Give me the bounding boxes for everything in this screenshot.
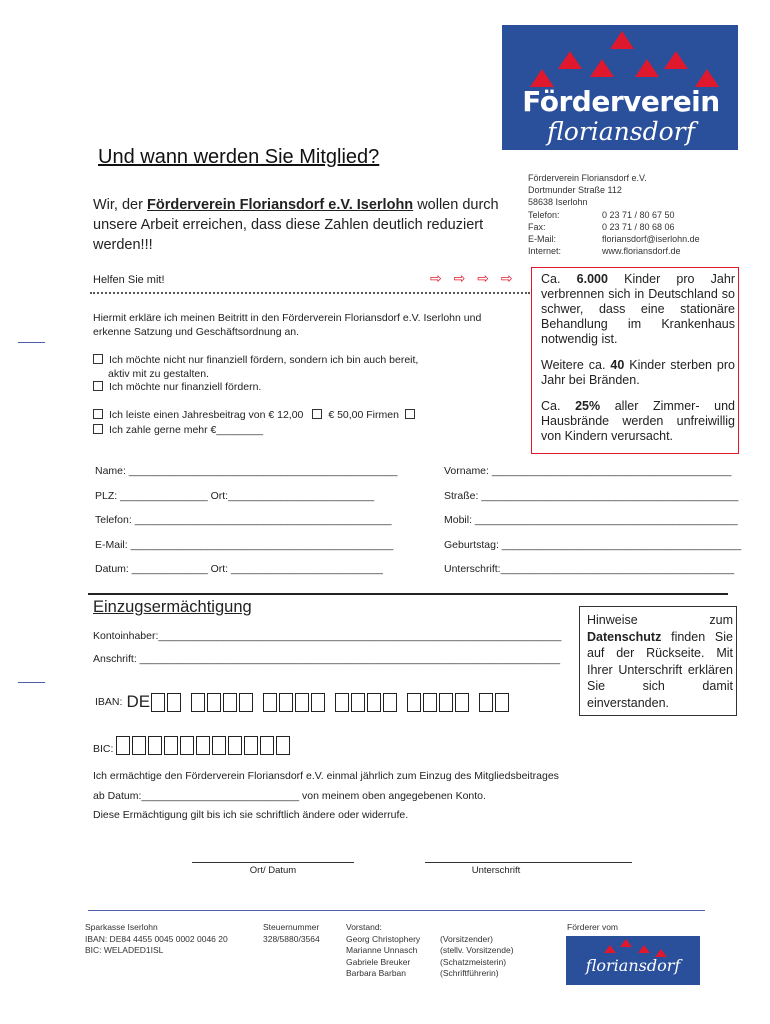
direct-debit-title: Einzugsermächtigung: [93, 598, 252, 616]
contact-key: E-Mail:: [528, 234, 557, 245]
contact-website[interactable]: www.floriansdorf.de: [602, 246, 681, 257]
bic-label: BIC:: [93, 743, 114, 755]
tax-label: Steuernummer: [263, 922, 320, 932]
contact-key: Internet:: [528, 246, 562, 257]
authorization-text: [93, 767, 559, 826]
facts-text: [541, 272, 735, 455]
board-title: Vorstand:: [346, 922, 382, 932]
digit-box[interactable]: [423, 693, 437, 712]
signature-label: Unterschrift: [471, 865, 521, 876]
logo-subtitle: floriansdorf: [547, 117, 695, 146]
iban-group: [335, 693, 399, 712]
digit-box[interactable]: [335, 693, 349, 712]
place-date-label: Ort/ Datum: [249, 865, 297, 876]
footer-logo: [566, 936, 700, 985]
hint-bold: Datenschutz: [587, 629, 662, 644]
contact-row: [528, 221, 700, 233]
iban-prefix: DE: [126, 692, 151, 711]
iban-group: [191, 693, 255, 712]
membership-declaration: Hiermit erkläre ich meinen Beitritt in den Förderverein Floriansdorf e.V. Iserlohn und erkenne Satzung und Geschäftsordnung an.: [93, 312, 482, 338]
place-date-line[interactable]: [192, 862, 354, 863]
board-member: Gabriele Breuker: [346, 956, 411, 967]
checkbox-fee-firm-2[interactable]: [405, 409, 415, 419]
authorization-line-3: Diese Ermächtigung gilt bis ich sie schriftlich ändere oder widerrufe.: [93, 809, 409, 821]
contact-key: Fax:: [528, 221, 546, 232]
digit-box[interactable]: [148, 736, 162, 755]
digit-box[interactable]: [383, 693, 397, 712]
mobile-field[interactable]: Mobil: _____________________________________________: [444, 514, 738, 526]
digit-box[interactable]: [196, 736, 210, 755]
arrow-icons: ⇨ ⇨ ⇨ ⇨: [430, 270, 517, 286]
digit-box[interactable]: [191, 693, 205, 712]
name-field[interactable]: Name: ______________________________________________: [95, 465, 398, 477]
digit-box[interactable]: [263, 693, 277, 712]
board-member: Marianne Unnasch: [346, 945, 418, 955]
account-holder-field[interactable]: Kontoinhaber:_____________________________________________________________________: [93, 630, 562, 642]
fee-more-label: Ich zahle gerne mehr €________: [109, 424, 264, 436]
checkbox-financial-only[interactable]: [93, 381, 103, 391]
firstname-field[interactable]: Vorname: _________________________________________: [444, 465, 732, 477]
footer-roles: [440, 934, 514, 980]
authorization-line-2[interactable]: ab Datum:___________________________ von meinem oben angegebenen Konto.: [93, 789, 486, 802]
fact-post: aller Zimmer- und Hausbrände werden unfreiwillig von Kindern verursacht.: [541, 399, 735, 443]
digit-box[interactable]: [132, 736, 146, 755]
option-financial-label: Ich möchte nur finanziell fördern.: [109, 381, 262, 393]
iban-group: [479, 693, 511, 712]
footer-tax: [263, 922, 320, 945]
contact-phone: 0 23 71 / 80 67 50: [602, 209, 675, 220]
intro-prefix: Wir, der: [93, 197, 147, 213]
page-title: Und wann werden Sie Mitglied?: [98, 146, 380, 168]
bic-field[interactable]: [93, 736, 292, 755]
digit-box[interactable]: [279, 693, 293, 712]
foerderverein-logo: [502, 25, 738, 150]
contact-key: Telefon:: [528, 209, 560, 220]
contact-row: [528, 245, 700, 257]
contact-block: [528, 172, 700, 257]
iban-group: [151, 693, 183, 712]
bank-name: Sparkasse Iserlohn: [85, 922, 158, 932]
birthday-field[interactable]: Geburtstag: _________________________________________: [444, 538, 742, 551]
fee-label: Ich leiste einen Jahresbeitrag von € 12,00: [109, 409, 304, 421]
board-role: (Schriftführerin): [440, 968, 499, 978]
privacy-hint-text: [587, 612, 733, 711]
digit-box[interactable]: [180, 736, 194, 755]
digit-box[interactable]: [151, 693, 165, 712]
fold-mark: [18, 342, 45, 343]
digit-box[interactable]: [351, 693, 365, 712]
intro-suffix: wollen durch unsere Arbeit erreichen, dass diese Zahlen deutlich reduziert werden!!!: [93, 197, 499, 253]
fact-item: [541, 272, 735, 347]
fact-pre: Ca.: [541, 272, 577, 286]
zip-city-field[interactable]: PLZ: _______________ Ort:_________________________: [95, 489, 375, 502]
checkbox-active-support[interactable]: [93, 354, 103, 364]
bank-bic: BIC: WELADED1ISL: [85, 945, 164, 955]
help-label: Helfen Sie mit!: [93, 274, 165, 286]
bank-iban: IBAN: DE84 4455 0045 0002 0046 20: [85, 933, 228, 944]
form-row: [95, 563, 744, 588]
digit-box[interactable]: [295, 693, 309, 712]
email-field[interactable]: E-Mail: _____________________________________________: [95, 538, 394, 551]
form-row: [95, 539, 744, 564]
intro-org: Förderverein Floriansdorf e.V. Iserlohn: [146, 197, 414, 213]
digit-box[interactable]: [228, 736, 242, 755]
fact-pre: Weitere ca.: [541, 358, 611, 372]
board-member: Barbara Barban: [346, 968, 407, 978]
form-row: [95, 514, 744, 539]
hint-pre: Hinweise zum: [587, 613, 733, 627]
fact-post: Kinder sterben pro Jahr bei Bränden.: [541, 358, 735, 387]
fact-number: 40: [610, 358, 625, 372]
digit-box[interactable]: [167, 693, 181, 712]
checkbox-fee-12[interactable]: [93, 409, 103, 419]
iban-group: [407, 693, 471, 712]
digit-box[interactable]: [260, 736, 274, 755]
digit-box[interactable]: [367, 693, 381, 712]
form-row: [95, 490, 744, 515]
digit-box[interactable]: [116, 736, 130, 755]
option-active-label-cont: aktiv mit zu gestalten.: [108, 367, 209, 380]
contact-email[interactable]: floriansdorf@iserlohn.de: [602, 234, 700, 245]
footer-logo-text: floriansdorf: [585, 956, 681, 975]
street-field[interactable]: Straße: ____________________________________________: [444, 489, 739, 502]
iban-group: [263, 693, 327, 712]
intro-text: [93, 195, 503, 255]
contact-street: Dortmunder Straße 112: [528, 185, 622, 196]
fact-pre: Ca.: [541, 399, 576, 413]
digit-box[interactable]: [495, 693, 509, 712]
fee-firm-label: € 50,00 Firmen: [328, 409, 399, 421]
board-member: Georg Christophery: [346, 933, 421, 944]
contact-city: 58638 Iserlohn: [528, 197, 588, 208]
section-divider: [88, 593, 728, 595]
footer-divider: [88, 910, 705, 911]
option-active-label: Ich möchte nicht nur finanziell fördern, sondern ich bin auch bereit,: [109, 354, 419, 366]
form-row: [95, 465, 744, 490]
digit-box[interactable]: [223, 693, 237, 712]
logo-title: Förderverein: [522, 85, 720, 118]
digit-box[interactable]: [311, 693, 325, 712]
board-role: (Schatzmeisterin): [440, 956, 507, 967]
digit-box[interactable]: [207, 693, 221, 712]
checkbox-fee-firm[interactable]: [312, 409, 322, 419]
digit-box[interactable]: [455, 693, 469, 712]
contact-fax: 0 23 71 / 80 68 06: [602, 221, 675, 232]
digit-box[interactable]: [439, 693, 453, 712]
digit-box[interactable]: [244, 736, 258, 755]
phone-field[interactable]: Telefon: ____________________________________________: [95, 514, 392, 526]
digit-box[interactable]: [239, 693, 253, 712]
promoted-by-label: Förderer vom: [567, 922, 619, 932]
dotted-divider: [90, 292, 530, 294]
footer-board: [346, 922, 420, 980]
iban-field[interactable]: [95, 692, 519, 712]
address-field[interactable]: Anschrift: ________________________________________________________________________: [93, 653, 561, 665]
fact-number: 6.000: [576, 272, 608, 286]
membership-options: [93, 354, 418, 395]
hint-post: finden Sie auf der Rückseite. Mit Ihrer Unterschrift erklären Sie sich damit einverstanden.: [587, 629, 733, 710]
digit-box[interactable]: [479, 693, 493, 712]
date-place-field[interactable]: Datum: _____________ Ort: __________________________: [95, 563, 383, 575]
digit-box[interactable]: [212, 736, 226, 755]
board-role: (Vorsitzender): [440, 933, 493, 944]
digit-box[interactable]: [276, 736, 290, 755]
contact-name: Förderverein Floriansdorf e.V.: [528, 173, 647, 183]
footer-bank: [85, 922, 228, 957]
digit-box[interactable]: [407, 693, 421, 712]
board-role: (stellv. Vorsitzende): [440, 945, 514, 955]
fact-item: [541, 358, 735, 388]
fact-item: [541, 399, 735, 444]
iban-label: IBAN:: [95, 696, 123, 708]
contact-row: [528, 233, 700, 245]
signature-line[interactable]: [425, 862, 632, 863]
personal-data-form: [95, 465, 744, 588]
tax-number: 328/5880/3564: [263, 933, 320, 944]
fact-post: Kinder pro Jahr verbrennen sich in Deutschland so schwer, dass eine stationäre Behandlung im Krankenhaus notwendig ist.: [541, 272, 735, 346]
fold-mark: [18, 682, 45, 683]
digit-box[interactable]: [164, 736, 178, 755]
signature-field[interactable]: Unterschrift:________________________________________: [444, 563, 735, 575]
authorization-line-1: Ich ermächtige den Förderverein Floriansdorf e.V. einmal jährlich zum Einzug des Mitgliedsbeitrages: [93, 770, 559, 782]
fact-number: 25%: [575, 399, 601, 413]
contact-row: [528, 209, 700, 221]
checkbox-fee-more[interactable]: [93, 424, 103, 434]
fee-options: [93, 408, 421, 438]
